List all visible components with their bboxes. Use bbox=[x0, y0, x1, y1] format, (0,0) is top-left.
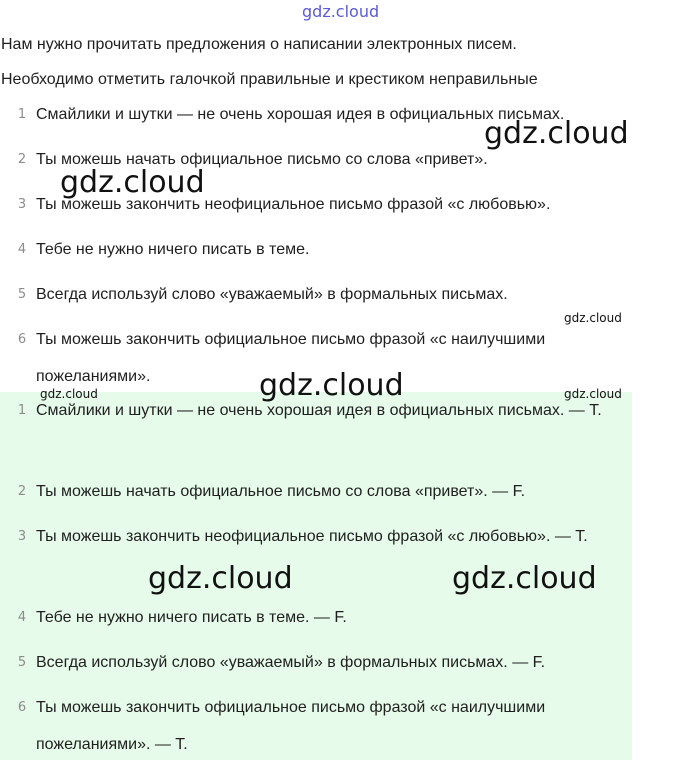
answer-number: 2 bbox=[17, 484, 27, 499]
watermark: gdz.cloud bbox=[484, 116, 629, 151]
answer-number: 4 bbox=[17, 610, 27, 625]
question-number: 5 bbox=[17, 287, 27, 302]
question-text: Ты можешь закончить официальное письмо фразой «с наилучшими пожеланиями». bbox=[36, 331, 546, 385]
answer-text: Тебе не нужно ничего писать в теме. — F. bbox=[36, 609, 347, 626]
watermark: gdz.cloud bbox=[60, 165, 205, 200]
answer-number: 5 bbox=[17, 655, 27, 670]
answer-text: Ты можешь закончить официальное письмо фразой «с наилучшими пожеланиями». — T. bbox=[36, 699, 546, 753]
answer-number: 3 bbox=[17, 529, 27, 544]
question-number: 4 bbox=[17, 242, 27, 257]
question-number: 1 bbox=[17, 107, 27, 122]
watermark: gdz.cloud bbox=[259, 368, 404, 403]
watermark: gdz.cloud bbox=[564, 387, 622, 401]
watermark: gdz.cloud bbox=[452, 561, 597, 596]
answer-text: Ты можешь закончить неофициальное письмо фразой «с любовью». — T. bbox=[36, 528, 588, 545]
answer-number: 1 bbox=[17, 403, 27, 418]
intro-line-2: Необходимо отметить галочкой правильные и крестиком неправильные bbox=[1, 71, 538, 88]
answer-text: Смайлики и шутки — не очень хорошая идея в официальных письмах. — T. bbox=[36, 402, 602, 419]
question-text: Всегда используй слово «уважаемый» в формальных письмах. bbox=[36, 286, 508, 303]
question-number: 3 bbox=[17, 197, 27, 212]
question-text: Ты можешь начать официальное письмо со слова «привет». bbox=[36, 151, 488, 168]
watermark: gdz.cloud bbox=[564, 311, 622, 325]
question-text: Тебе не нужно ничего писать в теме. bbox=[36, 241, 310, 258]
intro-line-1: Нам нужно прочитать предложения о написании электронных писем. bbox=[1, 36, 517, 53]
answer-number: 6 bbox=[17, 700, 27, 715]
question-number: 2 bbox=[17, 152, 27, 167]
question-text: Смайлики и шутки — не очень хорошая идея в официальных письмах. bbox=[36, 106, 565, 123]
answer-text: Ты можешь начать официальное письмо со слова «привет». — F. bbox=[36, 483, 526, 500]
top-watermark: gdz.cloud bbox=[302, 2, 380, 21]
watermark: gdz.cloud bbox=[40, 387, 98, 401]
question-text: Ты можешь закончить неофициальное письмо фразой «с любовью». bbox=[36, 196, 551, 213]
answer-text: Всегда используй слово «уважаемый» в формальных письмах. — F. bbox=[36, 654, 546, 671]
watermark: gdz.cloud bbox=[148, 561, 293, 596]
question-number: 6 bbox=[17, 332, 27, 347]
